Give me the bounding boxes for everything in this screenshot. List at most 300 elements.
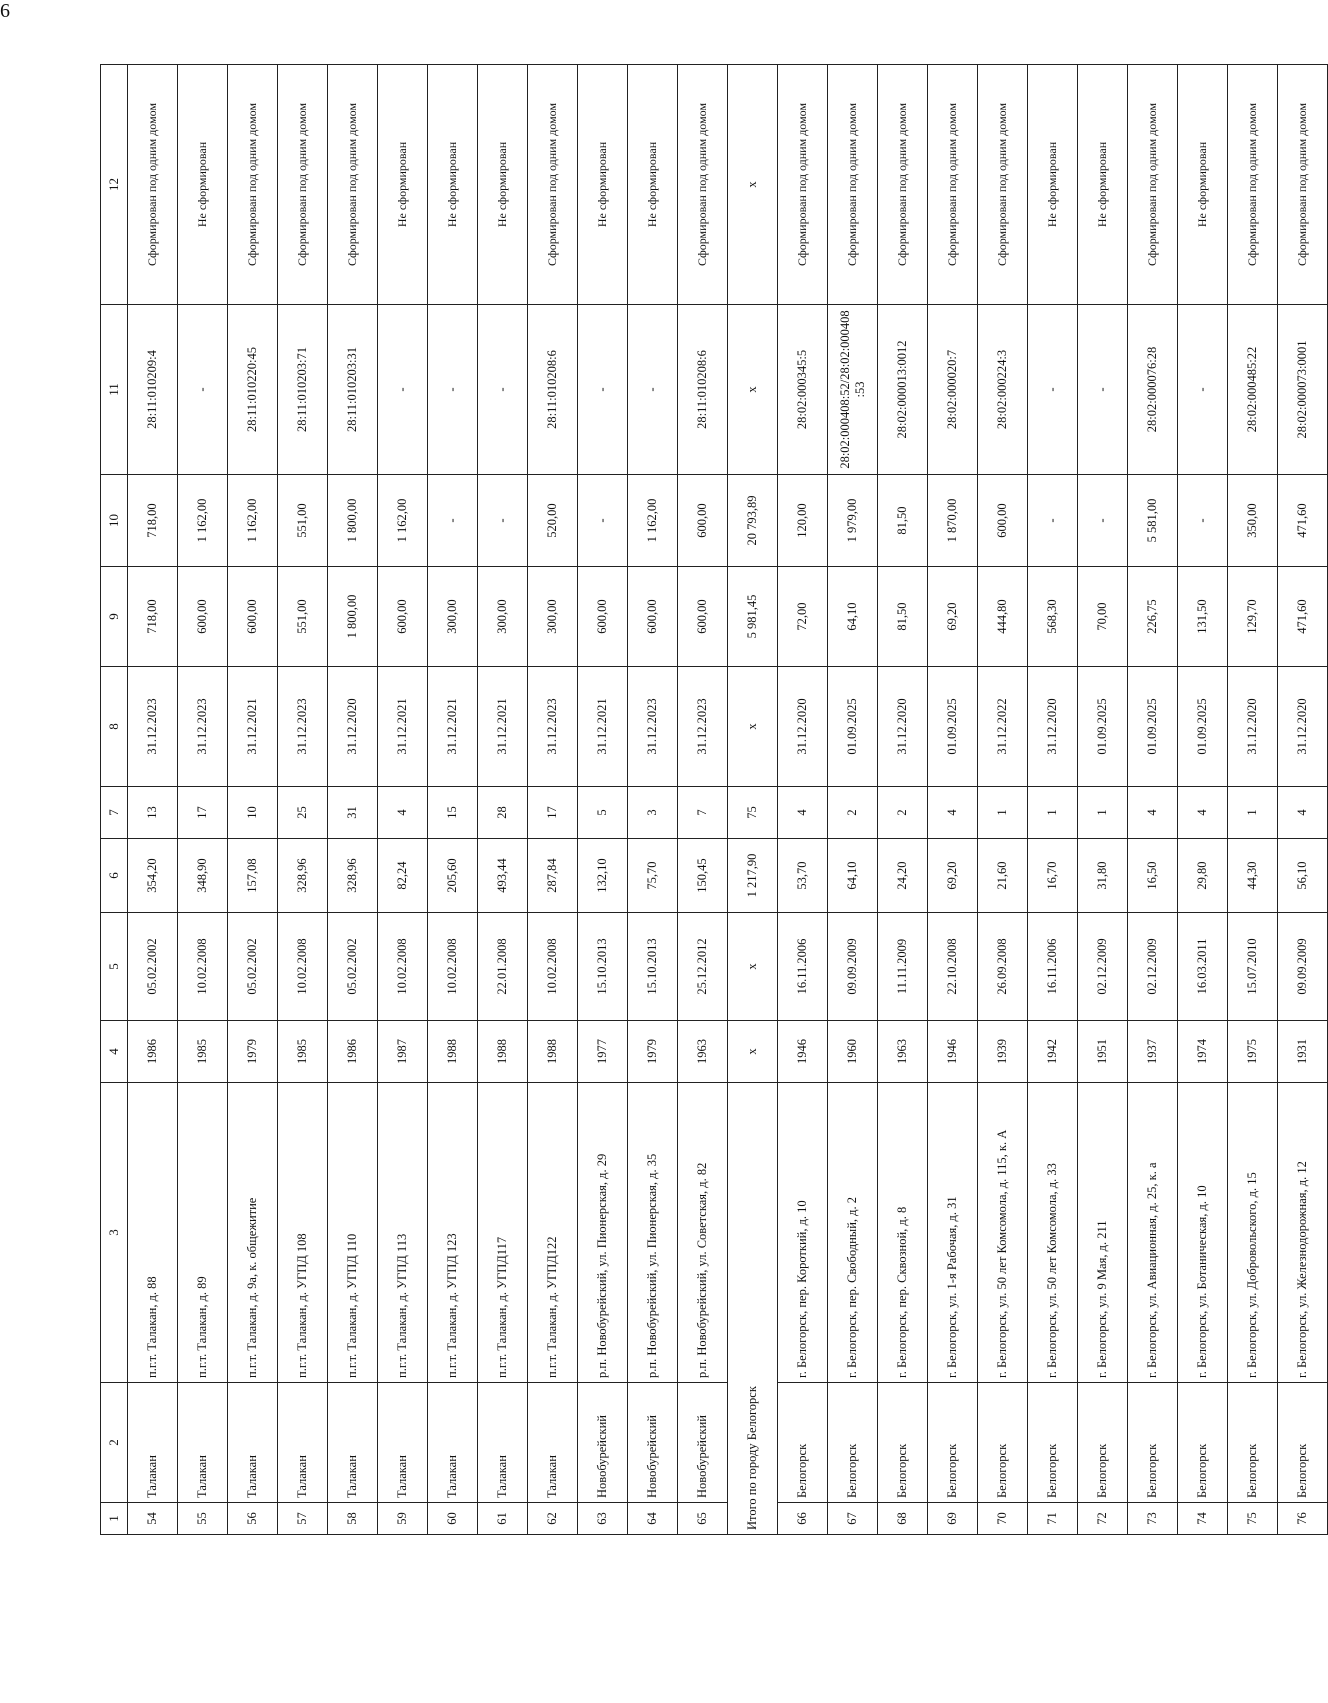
- subtotal-cell-col-8: x: [728, 667, 778, 787]
- cell-col-7: 25: [278, 787, 328, 839]
- cell-col-4: 1985: [178, 1021, 228, 1083]
- cell-col-9: 72,00: [778, 567, 828, 667]
- cell-col-11: 28:02:000020:7: [928, 305, 978, 475]
- cell-col-11: -: [628, 305, 678, 475]
- cell-col-7: 17: [178, 787, 228, 839]
- cell-col-8: 31.12.2020: [1028, 667, 1078, 787]
- table-row: [678, 65, 728, 1535]
- cell-col-6: 82,24: [378, 839, 428, 913]
- cell-col-2: Талакан: [178, 1383, 228, 1503]
- cell-col-7: 4: [778, 787, 828, 839]
- subtotal-label: Итого по городу Белогорск: [728, 1083, 778, 1535]
- column-number-2: 2: [101, 1383, 128, 1503]
- cell-col-2: Талакан: [128, 1383, 178, 1503]
- cell-col-12: Сформирован под одним домом: [128, 65, 178, 305]
- cell-col-5: 25.12.2012: [678, 913, 728, 1021]
- cell-col-11: -: [178, 305, 228, 475]
- cell-col-8: 31.12.2021: [478, 667, 528, 787]
- cell-col-4: 1986: [128, 1021, 178, 1083]
- cell-col-3: п.г.т. Талакан, д. 9а, к. общежитие: [228, 1083, 278, 1383]
- cell-col-10: 1 162,00: [178, 475, 228, 567]
- cell-col-12: Сформирован под одним домом: [928, 65, 978, 305]
- cell-col-1: 63: [578, 1503, 628, 1535]
- cell-col-2: Талакан: [378, 1383, 428, 1503]
- cell-col-7: 3: [628, 787, 678, 839]
- cell-col-8: 31.12.2020: [1228, 667, 1278, 787]
- cell-col-10: 1 162,00: [228, 475, 278, 567]
- cell-col-3: п.г.т. Талакан, д. 88: [128, 1083, 178, 1383]
- cell-col-8: 31.12.2022: [978, 667, 1028, 787]
- cell-col-6: 354,20: [128, 839, 178, 913]
- cell-col-11: 28:11:010203:31: [328, 305, 378, 475]
- cell-col-10: 1 870,00: [928, 475, 978, 567]
- cell-col-4: 1977: [578, 1021, 628, 1083]
- cell-col-1: 75: [1228, 1503, 1278, 1535]
- cell-col-3: п.г.т. Талакан, д. УГПД117: [478, 1083, 528, 1383]
- cell-col-5: 22.01.2008: [478, 913, 528, 1021]
- cell-col-6: 157,08: [228, 839, 278, 913]
- subtotal-cell-col-6: 1 217,90: [728, 839, 778, 913]
- cell-col-6: 53,70: [778, 839, 828, 913]
- table-row: [928, 65, 978, 1535]
- cell-col-3: г. Белогорск, пер. Свободный, д. 2: [828, 1083, 878, 1383]
- cell-col-8: 31.12.2023: [278, 667, 328, 787]
- cell-col-6: 205,60: [428, 839, 478, 913]
- cell-col-2: Белогорск: [1178, 1383, 1228, 1503]
- cell-col-9: 568,30: [1028, 567, 1078, 667]
- cell-col-4: 1988: [478, 1021, 528, 1083]
- cell-col-9: 444,80: [978, 567, 1028, 667]
- cell-col-6: 44,30: [1228, 839, 1278, 913]
- page-number: 6: [0, 0, 10, 22]
- cell-col-7: 17: [528, 787, 578, 839]
- cell-col-9: 70,00: [1078, 567, 1128, 667]
- cell-col-7: 1: [1228, 787, 1278, 839]
- table-row: [978, 65, 1028, 1535]
- table-row: [228, 65, 278, 1535]
- cell-col-10: 120,00: [778, 475, 828, 567]
- cell-col-12: Сформирован под одним домом: [878, 65, 928, 305]
- cell-col-5: 10.02.2008: [278, 913, 328, 1021]
- cell-col-11: -: [428, 305, 478, 475]
- cell-col-8: 31.12.2021: [378, 667, 428, 787]
- cell-col-9: 600,00: [628, 567, 678, 667]
- cell-col-5: 02.12.2009: [1078, 913, 1128, 1021]
- cell-col-12: Не сформирован: [578, 65, 628, 305]
- cell-col-11: -: [578, 305, 628, 475]
- subtotal-cell-col-9: 5 981,45: [728, 567, 778, 667]
- cell-col-5: 10.02.2008: [428, 913, 478, 1021]
- table-row: [178, 65, 228, 1535]
- cell-col-5: 02.12.2009: [1128, 913, 1178, 1021]
- cell-col-7: 4: [1128, 787, 1178, 839]
- cell-col-12: Сформирован под одним домом: [228, 65, 278, 305]
- cell-col-7: 5: [578, 787, 628, 839]
- cell-col-8: 31.12.2020: [778, 667, 828, 787]
- cell-col-7: 2: [828, 787, 878, 839]
- cell-col-3: п.г.т. Талакан, д. 89: [178, 1083, 228, 1383]
- cell-col-1: 76: [1278, 1503, 1328, 1535]
- cell-col-3: г. Белогорск, пер. Короткий, д. 10: [778, 1083, 828, 1383]
- cell-col-5: 16.03.2011: [1178, 913, 1228, 1021]
- cell-col-5: 05.02.2002: [328, 913, 378, 1021]
- cell-col-9: 69,20: [928, 567, 978, 667]
- cell-col-3: р.п. Новобурейский, ул. Советская, д. 82: [678, 1083, 728, 1383]
- cell-col-10: -: [1028, 475, 1078, 567]
- cell-col-2: Белогорск: [878, 1383, 928, 1503]
- cell-col-5: 15.10.2013: [578, 913, 628, 1021]
- cell-col-8: 01.09.2025: [928, 667, 978, 787]
- cell-col-1: 68: [878, 1503, 928, 1535]
- cell-col-4: 1931: [1278, 1021, 1328, 1083]
- cell-col-4: 1986: [328, 1021, 378, 1083]
- cell-col-4: 1937: [1128, 1021, 1178, 1083]
- subtotal-cell-col-4: x: [728, 1021, 778, 1083]
- cell-col-6: 56,10: [1278, 839, 1328, 913]
- cell-col-1: 71: [1028, 1503, 1078, 1535]
- cell-col-4: 1963: [678, 1021, 728, 1083]
- cell-col-9: 1 800,00: [328, 567, 378, 667]
- cell-col-11: 28:02:000408:52/28:02:000408:53: [828, 305, 878, 475]
- cell-col-11: 28:02:000076:28: [1128, 305, 1178, 475]
- cell-col-5: 11.11.2009: [878, 913, 928, 1021]
- table-row: [478, 65, 528, 1535]
- cell-col-9: 471,60: [1278, 567, 1328, 667]
- cell-col-3: г. Белогорск, ул. Авиационная, д. 25, к. а: [1128, 1083, 1178, 1383]
- cell-col-3: г. Белогорск, ул. 50 лет Комсомола, д. 33: [1028, 1083, 1078, 1383]
- subtotal-cell-col-12: x: [728, 65, 778, 305]
- cell-col-1: 67: [828, 1503, 878, 1535]
- cell-col-12: Не сформирован: [378, 65, 428, 305]
- rotated-page: [100, 65, 1310, 1535]
- cell-col-5: 10.02.2008: [178, 913, 228, 1021]
- cell-col-12: Сформирован под одним домом: [278, 65, 328, 305]
- cell-col-10: 520,00: [528, 475, 578, 567]
- cell-col-7: 4: [378, 787, 428, 839]
- cell-col-9: 600,00: [228, 567, 278, 667]
- cell-col-10: 600,00: [678, 475, 728, 567]
- table-row: [428, 65, 478, 1535]
- column-number-11: 11: [101, 305, 128, 475]
- cell-col-7: 4: [928, 787, 978, 839]
- cell-col-9: 300,00: [428, 567, 478, 667]
- cell-col-4: 1987: [378, 1021, 428, 1083]
- cell-col-1: 65: [678, 1503, 728, 1535]
- column-number-6: 6: [101, 839, 128, 913]
- cell-col-1: 61: [478, 1503, 528, 1535]
- subtotal-cell-col-5: x: [728, 913, 778, 1021]
- cell-col-11: 28:11:010203:71: [278, 305, 328, 475]
- cell-col-9: 81,50: [878, 567, 928, 667]
- cell-col-11: 28:11:010208:6: [528, 305, 578, 475]
- cell-col-10: -: [428, 475, 478, 567]
- cell-col-3: п.г.т. Талакан, д. УГПД 108: [278, 1083, 328, 1383]
- cell-col-10: 718,00: [128, 475, 178, 567]
- table-row: [328, 65, 378, 1535]
- cell-col-4: 1979: [628, 1021, 678, 1083]
- cell-col-1: 64: [628, 1503, 678, 1535]
- cell-col-4: 1988: [528, 1021, 578, 1083]
- cell-col-2: Новобурейский: [628, 1383, 678, 1503]
- cell-col-7: 4: [1278, 787, 1328, 839]
- cell-col-10: 350,00: [1228, 475, 1278, 567]
- cell-col-1: 58: [328, 1503, 378, 1535]
- cell-col-8: 01.09.2025: [1178, 667, 1228, 787]
- cell-col-10: 81,50: [878, 475, 928, 567]
- cell-col-8: 31.12.2020: [878, 667, 928, 787]
- cell-col-8: 01.09.2025: [1128, 667, 1178, 787]
- cell-col-9: 600,00: [378, 567, 428, 667]
- subtotal-cell-col-7: 75: [728, 787, 778, 839]
- cell-col-7: 31: [328, 787, 378, 839]
- column-number-8: 8: [101, 667, 128, 787]
- cell-col-6: 21,60: [978, 839, 1028, 913]
- table-row: [778, 65, 828, 1535]
- table-row: [1028, 65, 1078, 1535]
- cell-col-7: 1: [1028, 787, 1078, 839]
- cell-col-6: 64,10: [828, 839, 878, 913]
- cell-col-10: 1 979,00: [828, 475, 878, 567]
- cell-col-7: 10: [228, 787, 278, 839]
- cell-col-4: 1946: [928, 1021, 978, 1083]
- cell-col-4: 1979: [228, 1021, 278, 1083]
- cell-col-11: -: [1028, 305, 1078, 475]
- cell-col-5: 10.02.2008: [528, 913, 578, 1021]
- cell-col-5: 05.02.2002: [128, 913, 178, 1021]
- cell-col-3: п.г.т. Талакан, д. УГПД 123: [428, 1083, 478, 1383]
- table-row: [878, 65, 928, 1535]
- column-number-12: 12: [101, 65, 128, 305]
- cell-col-3: г. Белогорск, ул. Железнодорожная, д. 12: [1278, 1083, 1328, 1383]
- cell-col-7: 1: [1078, 787, 1128, 839]
- column-number-7: 7: [101, 787, 128, 839]
- cell-col-2: Белогорск: [778, 1383, 828, 1503]
- cell-col-1: 59: [378, 1503, 428, 1535]
- cell-col-8: 31.12.2021: [428, 667, 478, 787]
- cell-col-11: 28:02:000224:3: [978, 305, 1028, 475]
- cell-col-12: Не сформирован: [178, 65, 228, 305]
- cell-col-3: г. Белогорск, ул. 9 Мая, д. 211: [1078, 1083, 1128, 1383]
- cell-col-11: 28:02:000013:0012: [878, 305, 928, 475]
- cell-col-8: 31.12.2021: [578, 667, 628, 787]
- cell-col-9: 551,00: [278, 567, 328, 667]
- cell-col-12: Сформирован под одним домом: [328, 65, 378, 305]
- cell-col-2: Талакан: [478, 1383, 528, 1503]
- table-row: [578, 65, 628, 1535]
- cell-col-12: Сформирован под одним домом: [1278, 65, 1328, 305]
- cell-col-12: Не сформирован: [478, 65, 528, 305]
- column-number-10: 10: [101, 475, 128, 567]
- table-row: [628, 65, 678, 1535]
- cell-col-4: 1946: [778, 1021, 828, 1083]
- cell-col-9: 129,70: [1228, 567, 1278, 667]
- cell-col-2: Белогорск: [1028, 1383, 1078, 1503]
- cell-col-3: р.п. Новобурейский, ул. Пионерская, д. 29: [578, 1083, 628, 1383]
- cell-col-12: Не сформирован: [428, 65, 478, 305]
- cell-col-6: 29,80: [1178, 839, 1228, 913]
- cell-col-6: 75,70: [628, 839, 678, 913]
- cell-col-1: 62: [528, 1503, 578, 1535]
- cell-col-7: 15: [428, 787, 478, 839]
- cell-col-3: г. Белогорск, ул. 50 лет Комсомола, д. 115, к. А: [978, 1083, 1028, 1383]
- cell-col-6: 328,96: [328, 839, 378, 913]
- cell-col-8: 31.12.2020: [1278, 667, 1328, 787]
- cell-col-4: 1985: [278, 1021, 328, 1083]
- cell-col-5: 26.09.2008: [978, 913, 1028, 1021]
- cell-col-11: -: [1178, 305, 1228, 475]
- cell-col-9: 300,00: [478, 567, 528, 667]
- table-row: [1078, 65, 1128, 1535]
- table-row: [1228, 65, 1278, 1535]
- cell-col-6: 132,10: [578, 839, 628, 913]
- cell-col-1: 74: [1178, 1503, 1228, 1535]
- cell-col-1: 54: [128, 1503, 178, 1535]
- cell-col-3: г. Белогорск, ул. 1-я Рабочая, д. 31: [928, 1083, 978, 1383]
- cell-col-8: 31.12.2020: [328, 667, 378, 787]
- cell-col-8: 31.12.2021: [228, 667, 278, 787]
- table-row: [1178, 65, 1228, 1535]
- cell-col-8: 31.12.2023: [528, 667, 578, 787]
- cell-col-12: Сформирован под одним домом: [978, 65, 1028, 305]
- cell-col-4: 1960: [828, 1021, 878, 1083]
- cell-col-4: 1974: [1178, 1021, 1228, 1083]
- cell-col-12: Сформирован под одним домом: [1228, 65, 1278, 305]
- cell-col-5: 05.02.2002: [228, 913, 278, 1021]
- cell-col-10: 1 162,00: [378, 475, 428, 567]
- table-row: [128, 65, 178, 1535]
- cell-col-12: Сформирован под одним домом: [528, 65, 578, 305]
- cell-col-2: Белогорск: [978, 1383, 1028, 1503]
- cell-col-5: 16.11.2006: [1028, 913, 1078, 1021]
- cell-col-2: Белогорск: [1128, 1383, 1178, 1503]
- table-row: [378, 65, 428, 1535]
- cell-col-6: 287,84: [528, 839, 578, 913]
- cell-col-9: 226,75: [1128, 567, 1178, 667]
- column-number-1: 1: [101, 1503, 128, 1535]
- cell-col-5: 16.11.2006: [778, 913, 828, 1021]
- cell-col-2: Талакан: [228, 1383, 278, 1503]
- cell-col-2: Белогорск: [928, 1383, 978, 1503]
- cell-col-5: 10.02.2008: [378, 913, 428, 1021]
- cell-col-6: 348,90: [178, 839, 228, 913]
- cell-col-9: 131,50: [1178, 567, 1228, 667]
- cell-col-2: Талакан: [328, 1383, 378, 1503]
- cell-col-5: 09.09.2009: [828, 913, 878, 1021]
- cell-col-4: 1975: [1228, 1021, 1278, 1083]
- cell-col-8: 31.12.2023: [128, 667, 178, 787]
- cell-col-1: 56: [228, 1503, 278, 1535]
- cell-col-10: 5 581,00: [1128, 475, 1178, 567]
- cell-col-6: 16,70: [1028, 839, 1078, 913]
- cell-col-2: Талакан: [428, 1383, 478, 1503]
- cell-col-1: 70: [978, 1503, 1028, 1535]
- table-row: [1128, 65, 1178, 1535]
- cell-col-4: 1988: [428, 1021, 478, 1083]
- cell-col-2: Белогорск: [1078, 1383, 1128, 1503]
- table-row: [1278, 65, 1328, 1535]
- cell-col-4: 1963: [878, 1021, 928, 1083]
- cell-col-11: 28:11:010220:45: [228, 305, 278, 475]
- cell-col-1: 72: [1078, 1503, 1128, 1535]
- cell-col-11: -: [1078, 305, 1128, 475]
- cell-col-1: 60: [428, 1503, 478, 1535]
- cell-col-7: 28: [478, 787, 528, 839]
- cell-col-11: -: [478, 305, 528, 475]
- cell-col-12: Сформирован под одним домом: [678, 65, 728, 305]
- cell-col-12: Сформирован под одним домом: [828, 65, 878, 305]
- cell-col-6: 31,80: [1078, 839, 1128, 913]
- cell-col-7: 4: [1178, 787, 1228, 839]
- cell-col-10: 471,60: [1278, 475, 1328, 567]
- cell-col-3: г. Белогорск, пер. Сквозной, д. 8: [878, 1083, 928, 1383]
- cell-col-2: Белогорск: [1278, 1383, 1328, 1503]
- cell-col-10: -: [1078, 475, 1128, 567]
- cell-col-2: Талакан: [278, 1383, 328, 1503]
- cell-col-7: 13: [128, 787, 178, 839]
- cell-col-8: 31.12.2023: [678, 667, 728, 787]
- cell-col-8: 01.09.2025: [1078, 667, 1128, 787]
- cell-col-1: 73: [1128, 1503, 1178, 1535]
- cell-col-5: 09.09.2009: [1278, 913, 1328, 1021]
- cell-col-3: г. Белогорск, ул. Ботаническая, д. 10: [1178, 1083, 1228, 1383]
- cell-col-8: 31.12.2023: [628, 667, 678, 787]
- table-body: [128, 65, 1328, 1535]
- column-number-5: 5: [101, 913, 128, 1021]
- housing-table: [100, 64, 1328, 1535]
- cell-col-2: Талакан: [528, 1383, 578, 1503]
- column-number-row: [101, 65, 128, 1535]
- subtotal-cell-col-11: x: [728, 305, 778, 475]
- cell-col-12: Не сформирован: [1028, 65, 1078, 305]
- cell-col-10: -: [578, 475, 628, 567]
- cell-col-7: 7: [678, 787, 728, 839]
- subtotal-row: [728, 65, 778, 1535]
- cell-col-5: 15.10.2013: [628, 913, 678, 1021]
- cell-col-3: г. Белогорск, ул. Добровольского, д. 15: [1228, 1083, 1278, 1383]
- cell-col-9: 300,00: [528, 567, 578, 667]
- cell-col-10: 1 162,00: [628, 475, 678, 567]
- cell-col-6: 150,45: [678, 839, 728, 913]
- cell-col-1: 69: [928, 1503, 978, 1535]
- cell-col-11: 28:02:000485:22: [1228, 305, 1278, 475]
- cell-col-9: 64,10: [828, 567, 878, 667]
- table-header: [101, 65, 128, 1535]
- cell-col-4: 1942: [1028, 1021, 1078, 1083]
- cell-col-9: 600,00: [578, 567, 628, 667]
- cell-col-12: Не сформирован: [1178, 65, 1228, 305]
- cell-col-10: 1 800,00: [328, 475, 378, 567]
- cell-col-11: 28:02:000345:5: [778, 305, 828, 475]
- cell-col-6: 24,20: [878, 839, 928, 913]
- cell-col-12: Не сформирован: [628, 65, 678, 305]
- cell-col-10: 551,00: [278, 475, 328, 567]
- table-row: [278, 65, 328, 1535]
- cell-col-3: п.г.т. Талакан, д. УГПД 113: [378, 1083, 428, 1383]
- cell-col-2: Новобурейский: [578, 1383, 628, 1503]
- cell-col-6: 69,20: [928, 839, 978, 913]
- cell-col-5: 22.10.2008: [928, 913, 978, 1021]
- cell-col-4: 1951: [1078, 1021, 1128, 1083]
- cell-col-6: 493,44: [478, 839, 528, 913]
- cell-col-7: 2: [878, 787, 928, 839]
- column-number-4: 4: [101, 1021, 128, 1083]
- column-number-9: 9: [101, 567, 128, 667]
- cell-col-1: 55: [178, 1503, 228, 1535]
- cell-col-2: Новобурейский: [678, 1383, 728, 1503]
- cell-col-9: 600,00: [178, 567, 228, 667]
- cell-col-9: 718,00: [128, 567, 178, 667]
- cell-col-11: 28:11:010209:4: [128, 305, 178, 475]
